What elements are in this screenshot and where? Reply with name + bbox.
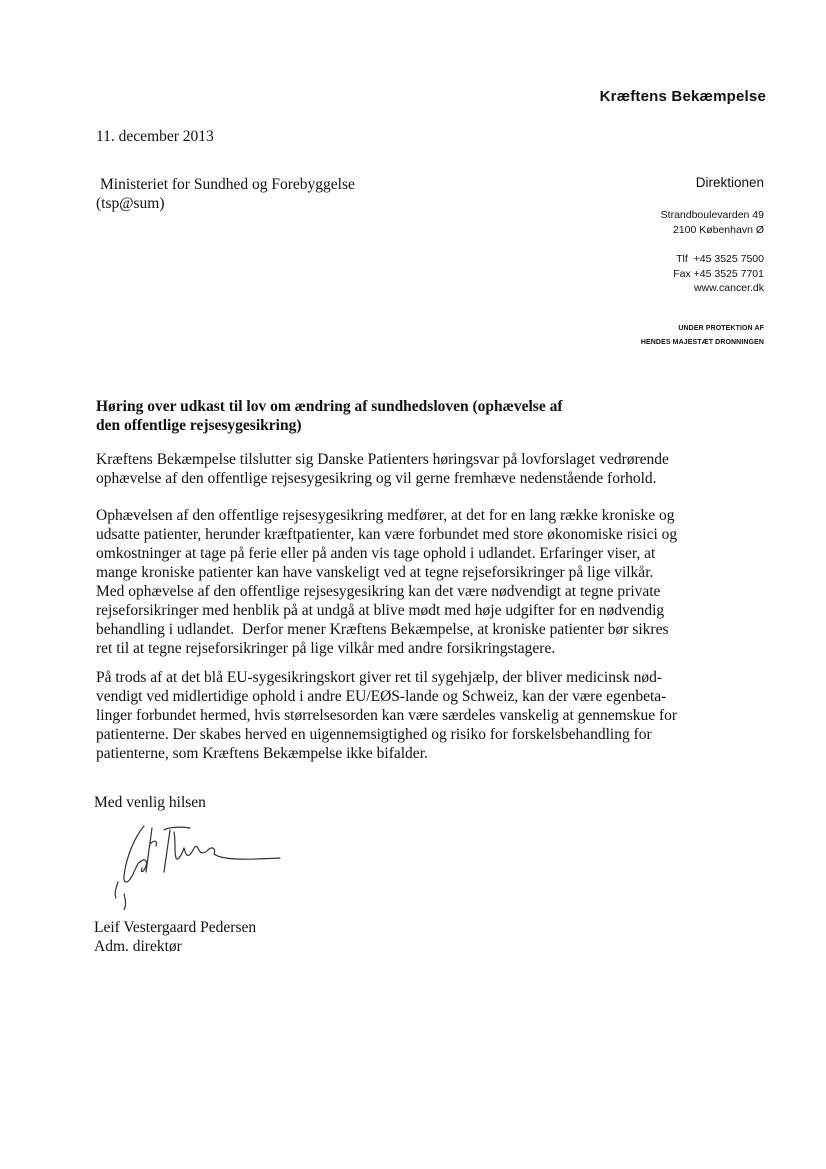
paragraph-line: Ophævelsen af den offentlige rejsesygesikring medfører, at det for en lang række kroniske og	[96, 507, 675, 524]
royal-patronage	[641, 322, 764, 350]
address-line-city: 2100 København Ø	[672, 223, 764, 236]
recipient-block	[96, 175, 355, 213]
address-line-street: Strandboulevarden 49	[660, 209, 764, 221]
paragraph-line: vendigt ved midlertidige ophold i andre EU/EØS-lande og Schweiz, kan der være egenbeta-	[96, 688, 667, 705]
paragraph-line: omkostninger at tage på ferie eller på anden vis tage ophold i udlandet. Erfaringer viser, at	[96, 545, 656, 562]
recipient-name: Ministeriet for Sundhed og Forebyggelse	[100, 176, 355, 193]
closing-salutation: Med venlig hilsen	[94, 794, 206, 811]
paragraph-line: mange kroniske patienter kan have vanskeligt ved at tegne rejseforsikringer på lige vilkår.	[96, 564, 654, 581]
body-paragraph-2	[96, 506, 736, 658]
paragraph-line: På trods af at det blå EU-sygesikringskort giver ret til sygehjælp, der bliver medicinsk nød-	[96, 669, 663, 686]
paragraph-line: udsatte patienter, herunder kræftpatienter, kan være forbundet med store økonomiske risici og	[96, 526, 678, 543]
phone-number: Tlf +45 3525 7500	[676, 253, 764, 265]
recipient-email: (tsp@sum)	[96, 195, 165, 212]
handwritten-signature	[104, 818, 284, 910]
fax-number: Fax +45 3525 7701	[673, 267, 764, 280]
paragraph-line: ophævelse af den offentlige rejsesygesikring og vil gerne fremhæve nedenstående forhold.	[96, 470, 657, 487]
paragraph-line: patienterne, som Kræftens Bekæmpelse ikke bifalder.	[96, 745, 428, 762]
sender-contact	[673, 252, 764, 296]
sender-address	[661, 208, 764, 237]
paragraph-line: rejseforsikringer med henblik på at undgå at blive mødt med høje udgifter for en nødvendig	[96, 602, 665, 619]
organization-logo-text: Kræftens Bekæmpelse	[599, 88, 766, 105]
department-label: Direktionen	[695, 175, 764, 190]
paragraph-line: ret til at tegne rejseforsikringer på lige vilkår med andre forsikringstagere.	[96, 640, 556, 657]
royal-patronage-line2: HENDES MAJESTÆT DRONNINGEN	[640, 339, 764, 346]
body-paragraph-3	[96, 668, 736, 763]
paragraph-line: behandling i udlandet. Derfor mener Kræftens Bekæmpelse, at kroniske patienter bør sikres	[96, 621, 669, 638]
paragraph-line: patienterne. Der skabes herved en uigennemsigtighed og risiko for forskelsbehandling for	[96, 726, 652, 743]
paragraph-line: Med ophævelse af den offentlige rejsesygesikring kan det være nødvendigt at tegne private	[96, 583, 661, 600]
signer-title: Adm. direktør	[94, 938, 182, 955]
subject-line2: den offentlige rejsesygesikring)	[96, 417, 302, 434]
paragraph-line: Kræftens Bekæmpelse tilslutter sig Danske Patienters høringsvar på lovforslaget vedrørende	[96, 451, 669, 468]
signer-block	[94, 918, 256, 956]
royal-patronage-line1: UNDER PROTEKTION AF	[678, 325, 764, 332]
letter-subject	[96, 397, 616, 435]
website-link[interactable]: www.cancer.dk	[693, 282, 764, 294]
subject-line1: Høring over udkast til lov om ændring af sundhedsloven (ophævelse af	[96, 398, 563, 415]
body-paragraph-1	[96, 450, 736, 488]
signer-name: Leif Vestergaard Pedersen	[94, 919, 257, 936]
letter-date: 11. december 2013	[96, 128, 214, 145]
paragraph-line: linger forbundet hermed, hvis størrelsesorden kan være særdeles vanskelig at gennemskue for	[96, 707, 678, 724]
